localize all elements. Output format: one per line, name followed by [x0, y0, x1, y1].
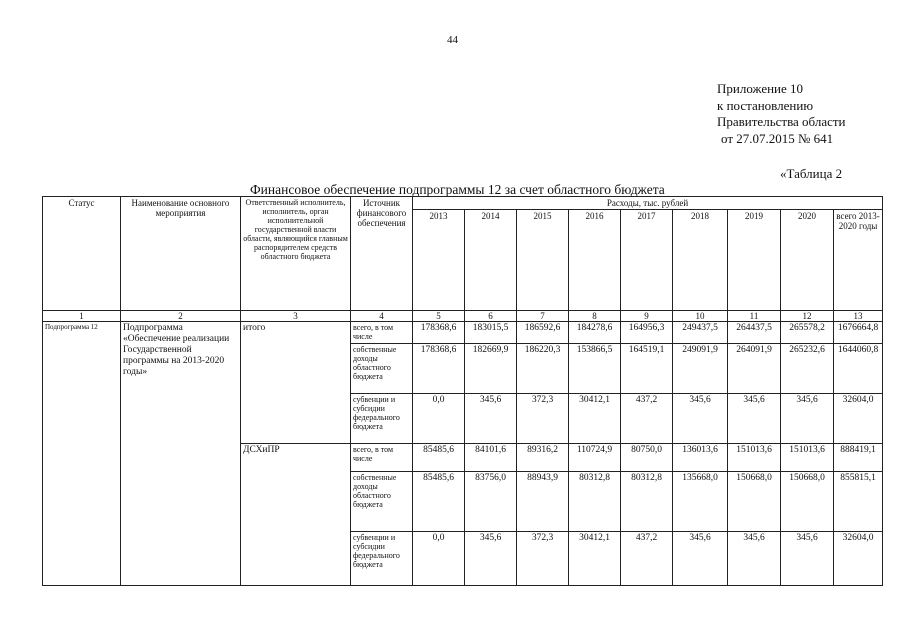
value-cell: 153866,5 — [569, 344, 621, 394]
value-cell: 265232,6 — [781, 344, 834, 394]
column-number: 4 — [351, 311, 413, 322]
appendix-line-4: от 27.07.2015 № 641 — [721, 130, 834, 146]
source-cell: субвенции и субсидии федерального бюджета — [351, 394, 413, 444]
value-cell: 345,6 — [781, 532, 834, 586]
value-cell: 0,0 — [413, 394, 465, 444]
value-cell: 345,6 — [728, 532, 781, 586]
value-cell: 80312,8 — [621, 472, 673, 532]
value-cell: 150668,0 — [781, 472, 834, 532]
source-cell: всего, в том числе — [351, 322, 413, 344]
source-cell: всего, в том числе — [351, 444, 413, 472]
page-number: 44 — [447, 34, 458, 46]
header-source: Источник финансового обеспечения — [351, 197, 413, 311]
value-cell: 80312,8 — [569, 472, 621, 532]
total-cell: 888419,1 — [834, 444, 883, 472]
financing-table — [42, 196, 883, 586]
header-year: 2014 — [465, 210, 517, 311]
value-cell: 110724,9 — [569, 444, 621, 472]
header-year: 2015 — [517, 210, 569, 311]
subprogram-name: Подпрограмма «Обеспечение реализации Государственной программы на 2013-2020 годы» — [121, 322, 241, 586]
value-cell: 88943,9 — [517, 472, 569, 532]
header-year: 2019 — [728, 210, 781, 311]
column-number: 11 — [728, 311, 781, 322]
value-cell: 186592,6 — [517, 322, 569, 344]
value-cell: 164519,1 — [621, 344, 673, 394]
header-year: 2020 — [781, 210, 834, 311]
header-status: Статус — [43, 197, 121, 311]
value-cell: 345,6 — [465, 394, 517, 444]
source-cell: собственные доходы областного бюджета — [351, 344, 413, 394]
value-cell: 150668,0 — [728, 472, 781, 532]
total-cell: 1676664,8 — [834, 322, 883, 344]
value-cell: 264437,5 — [728, 322, 781, 344]
value-cell: 183015,5 — [465, 322, 517, 344]
header-year: 2016 — [569, 210, 621, 311]
value-cell: 178368,6 — [413, 322, 465, 344]
appendix-line-2: к постановлению — [717, 97, 814, 113]
column-number: 9 — [621, 311, 673, 322]
appendix-line-3: Правительства области — [717, 114, 846, 129]
value-cell: 30412,1 — [569, 394, 621, 444]
value-cell: 345,6 — [781, 394, 834, 444]
value-cell: 0,0 — [413, 532, 465, 586]
value-cell: 345,6 — [673, 394, 728, 444]
column-number: 5 — [413, 311, 465, 322]
value-cell: 345,6 — [673, 532, 728, 586]
value-cell: 178368,6 — [413, 344, 465, 394]
value-cell: 85485,6 — [413, 472, 465, 532]
value-cell: 135668,0 — [673, 472, 728, 532]
status-cell: Подпрограмма 12 — [43, 322, 121, 586]
value-cell: 249437,5 — [673, 322, 728, 344]
value-cell: 372,3 — [517, 532, 569, 586]
value-cell: 265578,2 — [781, 322, 834, 344]
column-number: 8 — [569, 311, 621, 322]
column-number: 13 — [834, 311, 883, 322]
column-number: 3 — [241, 311, 351, 322]
column-number: 2 — [121, 311, 241, 322]
table-reference: «Таблица 2 — [780, 166, 843, 181]
value-cell: 84101,6 — [465, 444, 517, 472]
value-cell: 30412,1 — [569, 532, 621, 586]
total-cell: 32604,0 — [834, 394, 883, 444]
value-cell: 186220,3 — [517, 344, 569, 394]
header-executor: Ответственный исполнитель, исполнитель, орган исполнительной государственной власти области, являющийся главным распорядителем средств областного бюджета — [241, 197, 351, 311]
column-number: 7 — [517, 311, 569, 322]
value-cell: 164956,3 — [621, 322, 673, 344]
source-cell: субвенции и субсидии федерального бюджета — [351, 532, 413, 586]
value-cell: 85485,6 — [413, 444, 465, 472]
value-cell: 136013,6 — [673, 444, 728, 472]
value-cell: 372,3 — [517, 394, 569, 444]
column-number: 10 — [673, 311, 728, 322]
header-year: 2017 — [621, 210, 673, 311]
value-cell: 345,6 — [465, 532, 517, 586]
value-cell: 437,2 — [621, 394, 673, 444]
executor-total: итого — [241, 322, 351, 444]
value-cell: 182669,9 — [465, 344, 517, 394]
value-cell: 89316,2 — [517, 444, 569, 472]
table-title: Финансовое обеспечение подпрограммы 12 за счет областного бюджета — [250, 182, 665, 197]
header-name: Наименование основного мероприятия — [121, 197, 241, 311]
executor-dshipr: ДСХиПР — [241, 444, 351, 586]
total-cell: 1644060,8 — [834, 344, 883, 394]
column-number: 12 — [781, 311, 834, 322]
value-cell: 80750,0 — [621, 444, 673, 472]
value-cell: 83756,0 — [465, 472, 517, 532]
appendix-block — [717, 81, 846, 147]
value-cell: 151013,6 — [781, 444, 834, 472]
value-cell: 345,6 — [728, 394, 781, 444]
header-total: всего 2013-2020 годы — [834, 210, 883, 311]
value-cell: 249091,9 — [673, 344, 728, 394]
header-year: 2013 — [413, 210, 465, 311]
value-cell: 264091,9 — [728, 344, 781, 394]
value-cell: 151013,6 — [728, 444, 781, 472]
total-cell: 855815,1 — [834, 472, 883, 532]
column-number: 1 — [43, 311, 121, 322]
header-expenses: Расходы, тыс. рублей — [413, 197, 883, 210]
value-cell: 437,2 — [621, 532, 673, 586]
header-year: 2018 — [673, 210, 728, 311]
source-cell: собственные доходы областного бюджета — [351, 472, 413, 532]
value-cell: 184278,6 — [569, 322, 621, 344]
column-number: 6 — [465, 311, 517, 322]
total-cell: 32604,0 — [834, 532, 883, 586]
appendix-line-1: Приложение 10 — [717, 81, 804, 96]
